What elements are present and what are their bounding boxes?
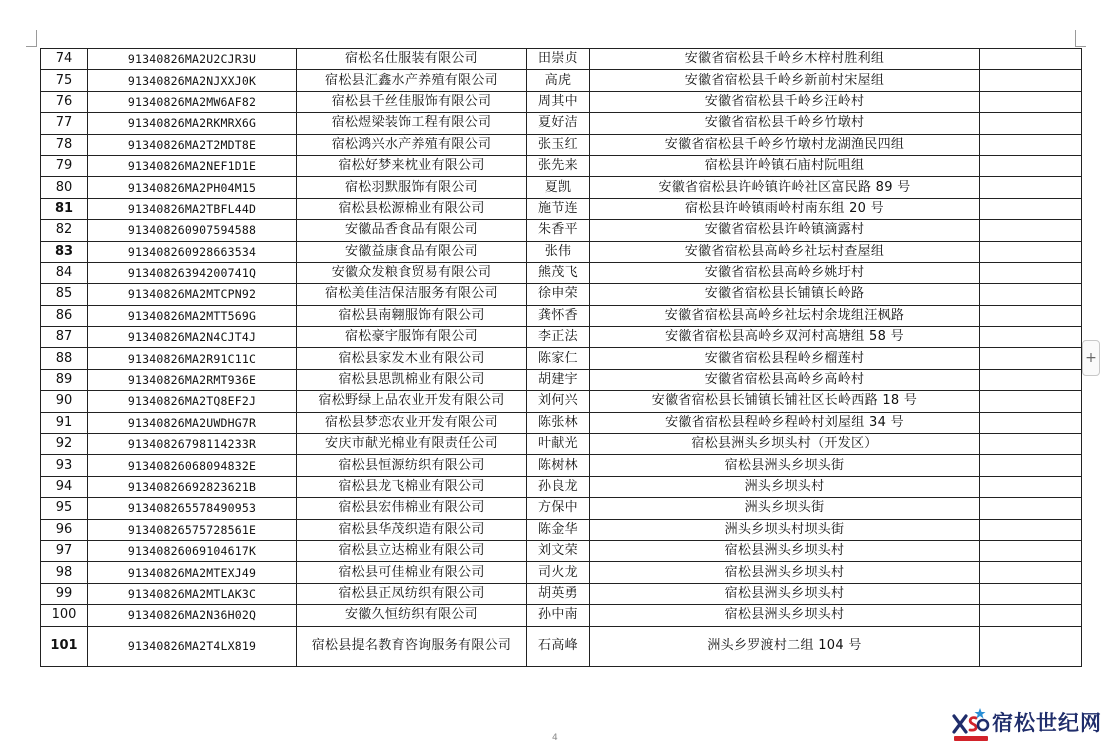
remark-cell xyxy=(980,605,1082,626)
legal-person-cell: 高虎 xyxy=(527,70,590,91)
legal-person-cell: 朱香平 xyxy=(527,220,590,241)
address-cell: 宿松县洲头乡坝头村 xyxy=(590,605,980,626)
row-number-cell: 96 xyxy=(41,519,88,540)
logo-mark-icon xyxy=(948,706,990,742)
legal-person-cell: 夏好洁 xyxy=(527,113,590,134)
row-number-cell: 90 xyxy=(41,391,88,412)
credit-code-cell: 91340826MA2NJXXJ0K xyxy=(88,70,297,91)
enterprise-table xyxy=(40,48,1082,667)
address-cell: 安徽省宿松县千岭乡竹墩村龙湖渔民四组 xyxy=(590,134,980,155)
table-row xyxy=(41,369,1082,390)
row-number-cell: 82 xyxy=(41,220,88,241)
address-cell: 宿松县洲头乡坝头村 xyxy=(590,562,980,583)
address-cell: 安徽省宿松县高岭乡社坛村查屋组 xyxy=(590,241,980,262)
address-cell: 安徽省宿松县长铺镇长岭路 xyxy=(590,284,980,305)
legal-person-cell: 叶献光 xyxy=(527,434,590,455)
company-name-cell: 宿松好梦来枕业有限公司 xyxy=(297,155,527,176)
credit-code-cell: 91340826575728561E xyxy=(88,519,297,540)
row-number-cell: 94 xyxy=(41,476,88,497)
address-cell: 洲头乡坝头村坝头街 xyxy=(590,519,980,540)
company-name-cell: 宿松羽默服饰有限公司 xyxy=(297,177,527,198)
table-row xyxy=(41,412,1082,433)
table-row xyxy=(41,626,1082,666)
remark-cell xyxy=(980,113,1082,134)
legal-person-cell: 张伟 xyxy=(527,241,590,262)
company-name-cell: 宿松县家发木业有限公司 xyxy=(297,348,527,369)
legal-person-cell: 石高峰 xyxy=(527,626,590,666)
address-cell: 安徽省宿松县高岭乡姚圩村 xyxy=(590,262,980,283)
row-number-cell: 95 xyxy=(41,498,88,519)
company-name-cell: 宿松县汇鑫水产养殖有限公司 xyxy=(297,70,527,91)
remark-cell xyxy=(980,262,1082,283)
credit-code-cell: 913408265578490953 xyxy=(88,498,297,519)
remark-cell xyxy=(980,198,1082,219)
company-name-cell: 宿松豪宇服饰有限公司 xyxy=(297,327,527,348)
credit-code-cell: 91340826MA2N4CJT4J xyxy=(88,327,297,348)
legal-person-cell: 张玉红 xyxy=(527,134,590,155)
credit-code-cell: 91340826MA2MW6AF82 xyxy=(88,91,297,112)
page-number: 4 xyxy=(552,733,558,743)
credit-code-cell: 91340826MA2T4LX819 xyxy=(88,626,297,666)
table-row xyxy=(41,262,1082,283)
company-name-cell: 宿松煜梁装饰工程有限公司 xyxy=(297,113,527,134)
row-number-cell: 74 xyxy=(41,49,88,70)
table-row xyxy=(41,284,1082,305)
row-number-cell: 77 xyxy=(41,113,88,134)
legal-person-cell: 司火龙 xyxy=(527,562,590,583)
legal-person-cell: 周其中 xyxy=(527,91,590,112)
remark-cell xyxy=(980,220,1082,241)
table-row xyxy=(41,583,1082,604)
company-name-cell: 宿松县南翱服饰有限公司 xyxy=(297,305,527,326)
address-cell: 宿松县许岭镇雨岭村南东组 20 号 xyxy=(590,198,980,219)
credit-code-cell: 91340826MA2NEF1D1E xyxy=(88,155,297,176)
company-name-cell: 宿松县思凯棉业有限公司 xyxy=(297,369,527,390)
address-cell: 安徽省宿松县高岭乡高岭村 xyxy=(590,369,980,390)
company-name-cell: 宿松县华茂织造有限公司 xyxy=(297,519,527,540)
table-row xyxy=(41,455,1082,476)
credit-code-cell: 91340826MA2RMT936E xyxy=(88,369,297,390)
remark-cell xyxy=(980,91,1082,112)
credit-code-cell: 91340826MA2TQ8EF2J xyxy=(88,391,297,412)
address-cell: 宿松县洲头乡坝头街 xyxy=(590,455,980,476)
credit-code-cell: 91340826MA2MTEXJ49 xyxy=(88,562,297,583)
row-number-cell: 83 xyxy=(41,241,88,262)
credit-code-cell: 91340826068094832E xyxy=(88,455,297,476)
remark-cell xyxy=(980,134,1082,155)
company-name-cell: 宿松县龙飞棉业有限公司 xyxy=(297,476,527,497)
remark-cell xyxy=(980,70,1082,91)
remark-cell xyxy=(980,498,1082,519)
row-number-cell: 97 xyxy=(41,540,88,561)
row-number-cell: 76 xyxy=(41,91,88,112)
address-cell: 宿松县洲头乡坝头村 xyxy=(590,583,980,604)
legal-person-cell: 李正法 xyxy=(527,327,590,348)
legal-person-cell: 胡英勇 xyxy=(527,583,590,604)
table-row xyxy=(41,519,1082,540)
row-number-cell: 89 xyxy=(41,369,88,390)
table-row xyxy=(41,70,1082,91)
row-number-cell: 99 xyxy=(41,583,88,604)
company-name-cell: 宿松野绿上品农业开发有限公司 xyxy=(297,391,527,412)
remark-cell xyxy=(980,49,1082,70)
logo-text: 宿松世纪网 xyxy=(992,711,1102,735)
table-row xyxy=(41,305,1082,326)
remark-cell xyxy=(980,391,1082,412)
legal-person-cell: 刘文荣 xyxy=(527,540,590,561)
row-number-cell: 78 xyxy=(41,134,88,155)
address-cell: 安徽省宿松县程岭乡程岭村刘屋组 34 号 xyxy=(590,412,980,433)
address-cell: 安徽省宿松县许岭镇许岭社区富民路 89 号 xyxy=(590,177,980,198)
credit-code-cell: 913408260928663534 xyxy=(88,241,297,262)
legal-person-cell: 孙良龙 xyxy=(527,476,590,497)
credit-code-cell: 91340826MA2UWDHG7R xyxy=(88,412,297,433)
credit-code-cell: 91340826MA2N36H02Q xyxy=(88,605,297,626)
credit-code-cell: 91340826MA2RKMRX6G xyxy=(88,113,297,134)
table-row xyxy=(41,540,1082,561)
row-number-cell: 84 xyxy=(41,262,88,283)
legal-person-cell: 施节连 xyxy=(527,198,590,219)
legal-person-cell: 胡建宇 xyxy=(527,369,590,390)
company-name-cell: 安徽益康食品有限公司 xyxy=(297,241,527,262)
row-number-cell: 91 xyxy=(41,412,88,433)
company-name-cell: 宿松美佳洁保洁服务有限公司 xyxy=(297,284,527,305)
table-row xyxy=(41,241,1082,262)
table-row xyxy=(41,562,1082,583)
credit-code-cell: 91340826090759458​8 xyxy=(88,220,297,241)
table-row xyxy=(41,391,1082,412)
table-row xyxy=(41,49,1082,70)
legal-person-cell: 陈张林 xyxy=(527,412,590,433)
row-number-cell: 100 xyxy=(41,605,88,626)
remark-cell xyxy=(980,284,1082,305)
table-row xyxy=(41,220,1082,241)
address-cell: 安徽省宿松县千岭乡新前村宋屋组 xyxy=(590,70,980,91)
remark-cell xyxy=(980,177,1082,198)
address-cell: 宿松县许岭镇石庙村阮咀组 xyxy=(590,155,980,176)
row-number-cell: 75 xyxy=(41,70,88,91)
company-name-cell: 宿松县千丝佳服饰有限公司 xyxy=(297,91,527,112)
address-cell: 洲头乡坝头村 xyxy=(590,476,980,497)
company-name-cell: 宿松鸿兴水产养殖有限公司 xyxy=(297,134,527,155)
row-number-cell: 92 xyxy=(41,434,88,455)
credit-code-cell: 91340826MA2U2CJR3U xyxy=(88,49,297,70)
legal-person-cell: 徐申荣 xyxy=(527,284,590,305)
remark-cell xyxy=(980,562,1082,583)
remark-cell xyxy=(980,626,1082,666)
table-row xyxy=(41,434,1082,455)
legal-person-cell: 孙中南 xyxy=(527,605,590,626)
legal-person-cell: 夏凯 xyxy=(527,177,590,198)
legal-person-cell: 陈树林 xyxy=(527,455,590,476)
row-number-cell: 93 xyxy=(41,455,88,476)
address-cell: 安徽省宿松县长铺镇长铺社区长岭西路 18 号 xyxy=(590,391,980,412)
company-name-cell: 宿松县宏伟棉业有限公司 xyxy=(297,498,527,519)
company-name-cell: 宿松县正凤纺织有限公司 xyxy=(297,583,527,604)
credit-code-cell: 91340826MA2TBFL44D xyxy=(88,198,297,219)
remark-cell xyxy=(980,155,1082,176)
credit-code-cell: 91340826MA2MTCPN92 xyxy=(88,284,297,305)
remark-cell xyxy=(980,476,1082,497)
table-row xyxy=(41,498,1082,519)
remark-cell xyxy=(980,540,1082,561)
site-logo xyxy=(948,700,1116,744)
table-row xyxy=(41,177,1082,198)
row-number-cell: 101 xyxy=(41,626,88,666)
remark-cell xyxy=(980,305,1082,326)
legal-person-cell: 熊茂飞 xyxy=(527,262,590,283)
company-name-cell: 宿松县提名教育咨询服务有限公司 xyxy=(297,626,527,666)
page-corner-mark-left xyxy=(26,30,37,47)
remark-cell xyxy=(980,583,1082,604)
credit-code-cell: 91340826069104617K xyxy=(88,540,297,561)
company-name-cell: 安徽久恒纺织有限公司 xyxy=(297,605,527,626)
row-number-cell: 85 xyxy=(41,284,88,305)
company-name-cell: 安徽众发粮食贸易有限公司 xyxy=(297,262,527,283)
legal-person-cell: 方保中 xyxy=(527,498,590,519)
address-cell: 洲头乡坝头街 xyxy=(590,498,980,519)
row-number-cell: 87 xyxy=(41,327,88,348)
table-row xyxy=(41,327,1082,348)
address-cell: 宿松县洲头乡坝头村 xyxy=(590,540,980,561)
address-cell: 安徽省宿松县千岭乡汪岭村 xyxy=(590,91,980,112)
row-number-cell: 80 xyxy=(41,177,88,198)
address-cell: 安徽省宿松县高岭乡双河村高塘组 58 号 xyxy=(590,327,980,348)
company-name-cell: 宿松名仕服装有限公司 xyxy=(297,49,527,70)
credit-code-cell: 91340826692823621B xyxy=(88,476,297,497)
remark-cell xyxy=(980,519,1082,540)
table-row xyxy=(41,476,1082,497)
table-row xyxy=(41,91,1082,112)
expand-panel-button[interactable]: + xyxy=(1082,340,1100,376)
remark-cell xyxy=(980,348,1082,369)
row-number-cell: 79 xyxy=(41,155,88,176)
remark-cell xyxy=(980,369,1082,390)
address-cell: 洲头乡罗渡村二组 104 号 xyxy=(590,626,980,666)
company-name-cell: 宿松县恒源纺织有限公司 xyxy=(297,455,527,476)
legal-person-cell: 龚怀香 xyxy=(527,305,590,326)
enterprise-table-body xyxy=(41,49,1082,667)
legal-person-cell: 刘何兴 xyxy=(527,391,590,412)
legal-person-cell: 田崇贞 xyxy=(527,49,590,70)
row-number-cell: 86 xyxy=(41,305,88,326)
company-name-cell: 安庆市献光棉业有限责任公司 xyxy=(297,434,527,455)
credit-code-cell: 91340826MA2PH04M15 xyxy=(88,177,297,198)
credit-code-cell: 91340826MA2T2MDT8E xyxy=(88,134,297,155)
address-cell: 安徽省宿松县许岭镇滴露村 xyxy=(590,220,980,241)
remark-cell xyxy=(980,241,1082,262)
row-number-cell: 81 xyxy=(41,198,88,219)
address-cell: 安徽省宿松县高岭乡社坛村余垅组汪枫路 xyxy=(590,305,980,326)
legal-person-cell: 陈家仁 xyxy=(527,348,590,369)
page-corner-mark-right xyxy=(1075,30,1086,47)
table-row xyxy=(41,605,1082,626)
row-number-cell: 98 xyxy=(41,562,88,583)
table-row xyxy=(41,198,1082,219)
company-name-cell: 宿松县松源棉业有限公司 xyxy=(297,198,527,219)
credit-code-cell: 91340826MA2MTT569G xyxy=(88,305,297,326)
address-cell: 宿松县洲头乡坝头村（开发区） xyxy=(590,434,980,455)
table-row xyxy=(41,113,1082,134)
remark-cell xyxy=(980,412,1082,433)
address-cell: 安徽省宿松县程岭乡榴莲村 xyxy=(590,348,980,369)
company-name-cell: 宿松县梦恋农业开发有限公司 xyxy=(297,412,527,433)
credit-code-cell: 91340826MA2MTLAK3C xyxy=(88,583,297,604)
legal-person-cell: 陈金华 xyxy=(527,519,590,540)
address-cell: 安徽省宿松县千岭乡竹墩村 xyxy=(590,113,980,134)
remark-cell xyxy=(980,327,1082,348)
company-name-cell: 宿松县可佳棉业有限公司 xyxy=(297,562,527,583)
company-name-cell: 安徽品香食品有限公司 xyxy=(297,220,527,241)
credit-code-cell: 91340826394200741Q xyxy=(88,262,297,283)
credit-code-cell: 91340826798114233R xyxy=(88,434,297,455)
legal-person-cell: 张先来 xyxy=(527,155,590,176)
credit-code-cell: 91340826MA2R91C11C xyxy=(88,348,297,369)
table-row xyxy=(41,155,1082,176)
remark-cell xyxy=(980,455,1082,476)
address-cell: 安徽省宿松县千岭乡木梓村胜利组 xyxy=(590,49,980,70)
row-number-cell: 88 xyxy=(41,348,88,369)
table-row xyxy=(41,134,1082,155)
remark-cell xyxy=(980,434,1082,455)
table-row xyxy=(41,348,1082,369)
company-name-cell: 宿松县立达棉业有限公司 xyxy=(297,540,527,561)
